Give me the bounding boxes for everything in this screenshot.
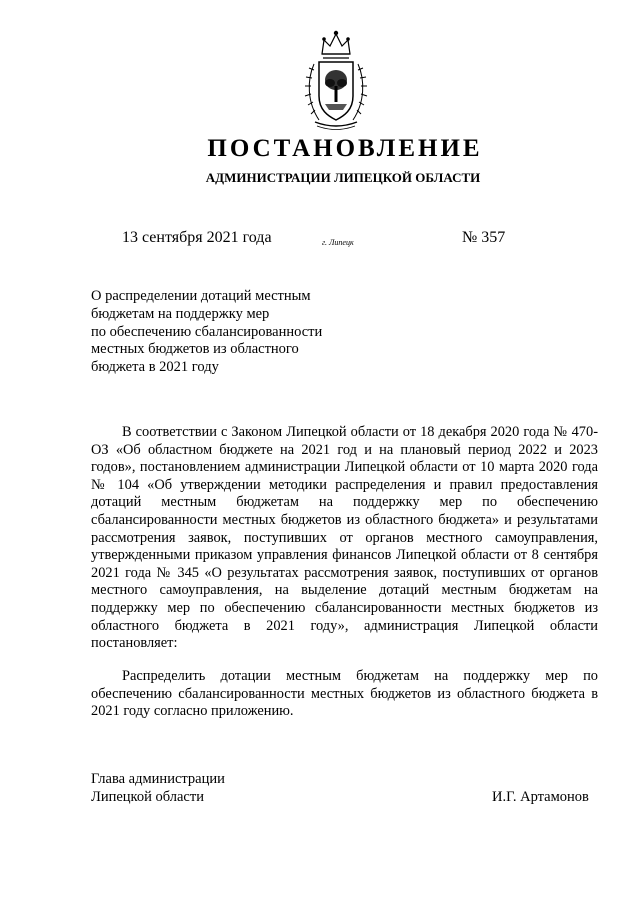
preamble-paragraph: В соответствии с Законом Липецкой области от 18 декабря 2020 года № 470-ОЗ «Об областном бюджете на 2021 год и на плановый период 2022 и 2023 годов», постановлением администрации Липецкой области от 10 марта 2020 года № 104 «Об утверждении методики распределения и правил предоставления дотаций местным бюджетам на поддержку мер по обеспечению сбалансированности местных бюджетов из областного бюджета» и результатами рассмотрения заявок, поступивших от органов местного самоуправления, утвержденными приказом управления финансов Липецкой области от 8 сентября 2021 года № 345 «О результатах рассмотрения заявок, поступивших от органов местного самоуправления, на выделение дотаций местным бюджетам на поддержку мер по обеспечению сбалансированности местных бюджетов из областного бюджета в 2021 году», администрация Липецкой области постановляет: <box>91 424 598 652</box>
document-number: № 357 <box>462 229 506 246</box>
document-title: ПОСТАНОВЛЕНИЕ <box>207 135 483 162</box>
signatory-position-line: Глава администрации <box>91 771 225 787</box>
subject-line: по обеспечению сбалансированности <box>91 323 323 340</box>
signatory-position <box>91 770 225 806</box>
resolution-paragraph: Распределить дотации местным бюджетам на поддержку мер по обеспечению сбалансированности местных бюджетов из областного бюджета в 2021 году согласно приложению. <box>91 668 598 720</box>
subject-line: О распределении дотаций местным <box>91 288 311 304</box>
document-date: 13 сентября 2021 года <box>122 229 272 246</box>
issuing-authority: АДМИНИСТРАЦИИ ЛИПЕЦКОЙ ОБЛАСТИ <box>205 170 481 185</box>
coat-of-arms-icon <box>301 30 371 134</box>
signatory-position-line: Липецкой области <box>91 789 204 805</box>
subject-line: бюджета в 2021 году <box>91 359 219 376</box>
subject-line: бюджетам на поддержку мер <box>91 305 270 322</box>
document-subject <box>91 288 361 377</box>
subject-line: местных бюджетов из областного <box>91 341 299 358</box>
document-place: г. Липецк <box>322 238 354 247</box>
signatory-name: И.Г. Артамонов <box>492 789 589 805</box>
